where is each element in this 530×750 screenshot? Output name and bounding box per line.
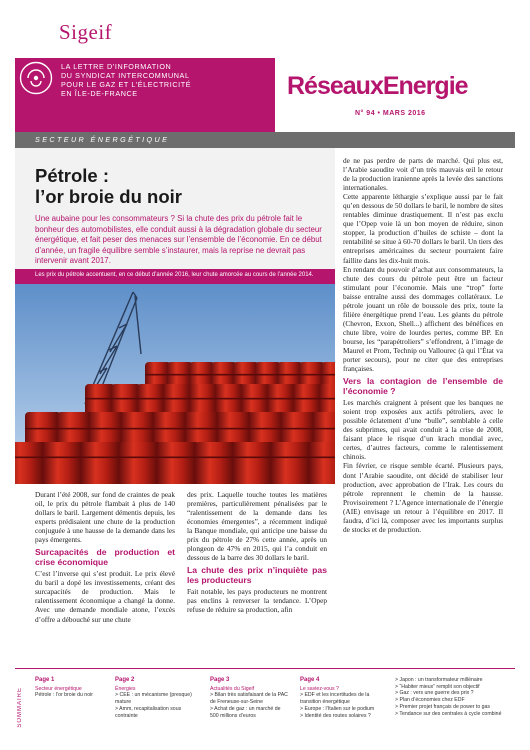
barrel-rib bbox=[57, 428, 93, 430]
paragraph: Durant l’été 2008, sur fond de craintes de peak oil, le prix du pétrole flambait à plus de 140 dollars le baril. Largement démentis depuis, les experts prédisaient une chute de la production conjuguée à une hausse de la demande dans les pays émergents. bbox=[35, 490, 175, 545]
summary-item[interactable]: > Premier projet français de power to gas bbox=[395, 703, 491, 710]
tagline-line: LA LETTRE D’INFORMATION bbox=[61, 62, 172, 71]
barrel-rib bbox=[267, 398, 297, 400]
paragraph: des prix. Laquelle touche toutes les matières premières, particulièrement pénalisées par le “ralentissement de la demande dans les économies émergentes”, a récemment indiqué la Banque mondiale, qui anticipe une baisse du prix du pétrole de 27% cette année, après un plongeon de 47% en 2015, qui l’a conduit en dessous de la barre des 30 dollars le baril. bbox=[187, 490, 327, 563]
article-lede: Une aubaine pour les consommateurs ? Si la chute des prix du pétrole fait le bonheur des automobilistes, elle conduit aussi à la dégradation globale du secteur énergétique, et fait peser des menaces sur l’ensemble de l’économie. En ce début d’année, un fragile équilibre semble s’instaurer, mais la reprise ne devrait pas intervenir avant 2017. bbox=[35, 214, 322, 266]
summary-item[interactable]: > Achat de gaz : un marché de 500 millions d’euros bbox=[210, 705, 281, 719]
barrel-rib bbox=[281, 428, 317, 430]
summary-column-page-2 bbox=[115, 677, 200, 719]
barrel-rib bbox=[195, 457, 237, 459]
summary-bar bbox=[15, 668, 515, 742]
summary-page-number: Page 1 bbox=[35, 677, 55, 683]
barrel-rib bbox=[121, 428, 157, 430]
summary-item[interactable]: > Amm, recapitalisation sous contrainte bbox=[115, 705, 182, 719]
article-column-3 bbox=[343, 156, 503, 652]
title-line: l’or broie du noir bbox=[35, 186, 182, 207]
article-column-2 bbox=[187, 490, 327, 660]
section-label: SECTEUR ÉNERGÉTIQUE bbox=[35, 135, 170, 144]
barrel-rib bbox=[81, 457, 123, 459]
barrel bbox=[15, 442, 47, 484]
summary-item[interactable]: Le saviez-vous ? bbox=[300, 685, 339, 692]
photo-caption: Les prix du pétrole accentuent, en ce début d’année 2016, leur chute amorcée au cours de l’année 2014. bbox=[35, 272, 314, 278]
subheading: Vers la contagion de l’ensemble de l’économie ? bbox=[343, 376, 503, 397]
barrel-rib bbox=[85, 398, 115, 400]
barrel-rib bbox=[217, 428, 253, 430]
paragraph: En rendant du pouvoir d’achat aux consommateurs, la chute des cours du pétrole peut être un facteur stimulant pour l’économie. Mais une “trop” forte baisse entraîne aussi des dommages collatéraux. Le pétrole jouant un rôle de boussole des prix, toute la filière énergétique prend l’eau. Les géants du pétrole (Chevron, Exxon, Shell...) affichent des bénéfices en chute libre, voire de lourdes pertes, comme BP. En bourse, les “parapétroliers” s’effondrent, à l’image de Maurel et Prom, Technip ou Vallourec (à qui l’État va porter secours), pour ne citer que des entreprises françaises. bbox=[343, 264, 503, 374]
barrel-rib bbox=[89, 428, 125, 430]
summary-item[interactable]: Secteur énergétique bbox=[35, 685, 82, 692]
summary-item[interactable]: Pétrole : l’or broie du noir bbox=[35, 692, 93, 699]
summary-item[interactable]: > Gaz : vers une guerre des prix ? bbox=[395, 690, 474, 697]
summary-item[interactable]: Actualités du Sigeif bbox=[210, 685, 255, 692]
barrel-rib bbox=[137, 398, 167, 400]
subheading: La chute des prix n’inquiète pas les producteurs bbox=[187, 565, 327, 586]
summary-item[interactable]: > EDF et les incertitudes de la transition énergétique bbox=[300, 692, 370, 706]
barrel-rib bbox=[25, 428, 61, 430]
barrel-rib bbox=[185, 428, 221, 430]
barrel-rib bbox=[321, 374, 335, 376]
barrel bbox=[195, 442, 237, 484]
barrel-rib bbox=[153, 428, 189, 430]
barrel-rib bbox=[293, 398, 323, 400]
summary-item[interactable]: > Identité des routes solaires ? bbox=[300, 712, 371, 719]
barrel-rib bbox=[215, 398, 245, 400]
article-column-1 bbox=[35, 490, 175, 660]
brand-bar bbox=[15, 12, 515, 58]
barrel bbox=[233, 442, 275, 484]
tagline-line: DU SYNDICAT INTERCOMMUNAL bbox=[61, 71, 190, 80]
barrel-rib bbox=[249, 428, 285, 430]
barrel bbox=[119, 442, 161, 484]
paragraph: C’est l’inverse qui s’est produit. Le prix élevé du baril a dopé les investissements, créant des surcapacités de production. Mais le ralentissement économique a changé la donne. Avec une demande mondiale atone, l’excès d’offre a débouché sur une chute bbox=[35, 569, 175, 624]
barrel bbox=[43, 442, 85, 484]
subheading: Surcapacités de production et crise économique bbox=[35, 547, 175, 568]
summary-page-number: Page 2 bbox=[115, 677, 135, 683]
issue-number: N° 94 • MARS 2016 bbox=[355, 110, 426, 117]
summary-item[interactable]: > CEE : un mécanisme (presque) mature bbox=[115, 692, 192, 706]
barrel-rib bbox=[119, 457, 161, 459]
masthead-box bbox=[275, 58, 515, 132]
paragraph: Cette apparente léthargie s’explique aussi par le fait qu’en dessous de 50 dollars le baril, le nombre de sites rentables diminue drastiquement. Il n’est pas exclu que l’Opep voie là un bon moyen de réduire, sinon stopper, la production d’huiles de schiste – dont la rentabilité se situe à 60-70 dollars le baril. Un tiers des entreprises américaines du secteur pourraient faire faillite dans les dix-huit mois. bbox=[343, 192, 503, 265]
summary-item[interactable]: > “Habiter mieux” remplit son objectif bbox=[395, 683, 480, 690]
barrel bbox=[81, 442, 123, 484]
barrel-rib bbox=[319, 398, 335, 400]
article-lead-block bbox=[15, 148, 335, 484]
barrel-rib bbox=[163, 398, 193, 400]
paragraph: Fait notable, les pays producteurs ne montrent pas enclins à renverser la tendance. L’Opep refuse de réduire sa production, afin bbox=[187, 587, 327, 615]
tagline bbox=[61, 62, 251, 98]
tagline-line: POUR LE GAZ ET L’ÉLECTRICITÉ bbox=[61, 80, 192, 89]
barrel-rib bbox=[111, 398, 141, 400]
barrel-rib bbox=[313, 428, 335, 430]
summary-label: SOMMAIRE bbox=[17, 687, 23, 728]
title-line: Pétrole : bbox=[35, 165, 110, 186]
summary-item[interactable]: > Plan d’économies chez EDF bbox=[395, 697, 465, 704]
summary-item[interactable]: > Tendance sur des centrales à cycle combiné bbox=[395, 710, 502, 717]
summary-item[interactable]: > Bilan très satisfaisant de la PAC de Freneuse-sur-Seine bbox=[210, 692, 288, 706]
summary-column-page-3 bbox=[210, 677, 290, 719]
brand-name: Sigeif bbox=[59, 20, 113, 44]
barrel-rib bbox=[15, 457, 47, 459]
paragraph: Fin février, ce risque semble écarté. Plusieurs pays, dont l’Arabie saoudite, ont décidé de stabiliser leur production, avec approbation de l’Irak. Les cours du pétrole reprennent le chemin de la hausse. Provisoirement ? L’Agence internationale de l’énergie (AIE) envisage un retour à l’équilibre en 2017. Il faudra, d’ici là, composer avec les importants surplus de stocks et de production. bbox=[343, 461, 503, 534]
summary-page-number: Page 4 bbox=[300, 677, 320, 683]
sigeif-logo-icon bbox=[19, 61, 53, 95]
summary-page-number: Page 3 bbox=[210, 677, 230, 683]
barrel-rib bbox=[157, 457, 199, 459]
barrel-rib bbox=[309, 457, 335, 459]
paragraph: Les marchés craignent à présent que les banques ne soient trop exposées aux actifs pétroliers, avec le possible éclatement d’une “bulle”, semblable à celle des subprimes, qui avait conduit à la crise de 2008, faisant place le risque d’un krach mondial avec, certes, d’autres facteurs, comme le ralentissement chinois. bbox=[343, 398, 503, 462]
barrel-rib bbox=[241, 398, 271, 400]
summary-column-page-4 bbox=[300, 677, 385, 719]
barrel-rib bbox=[271, 457, 313, 459]
masthead-title: RéseauxEnergie bbox=[287, 72, 468, 100]
barrel-rib bbox=[43, 457, 85, 459]
barrel-rib bbox=[189, 398, 219, 400]
photo-caption-bar bbox=[15, 269, 335, 284]
tagline-line: EN ÎLE-DE-FRANCE bbox=[61, 89, 138, 98]
paragraph: de ne pas perdre de parts de marché. Qui plus est, l’Arabie saoudite voit d’un très mauvais œil le retour de la production iranienne après la levée des sanctions internationales. bbox=[343, 156, 503, 193]
barrel bbox=[157, 442, 199, 484]
oil-barrels-photo bbox=[15, 284, 335, 484]
article-title bbox=[35, 165, 315, 207]
summary-column-page-4-cont bbox=[395, 677, 513, 717]
header bbox=[15, 12, 515, 132]
newsletter-page bbox=[15, 12, 515, 742]
summary-item[interactable]: > Europe : l’Italien sur le podium bbox=[300, 705, 375, 712]
section-band bbox=[15, 132, 515, 148]
summary-item[interactable]: Énergies bbox=[115, 685, 136, 692]
summary-item[interactable]: > Japon : un transformateur millénaire bbox=[395, 677, 483, 683]
barrel bbox=[271, 442, 313, 484]
barrel bbox=[309, 442, 335, 484]
barrel-rib bbox=[233, 457, 275, 459]
summary-column-page-1 bbox=[35, 677, 105, 699]
